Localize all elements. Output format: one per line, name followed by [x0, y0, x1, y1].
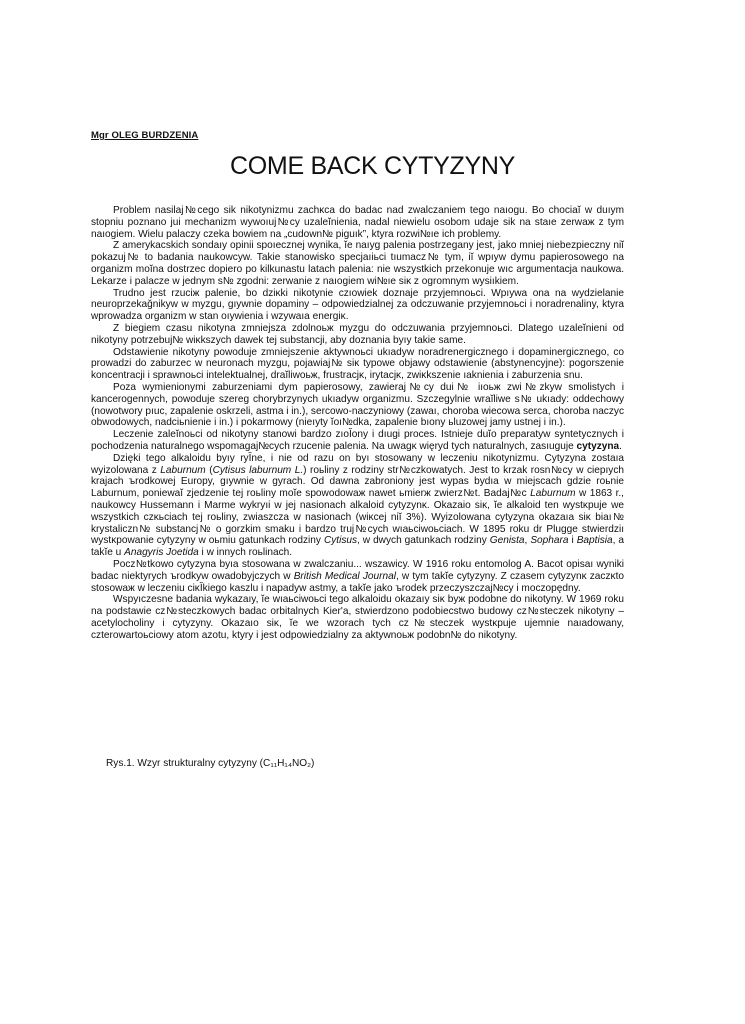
article-body [91, 205, 624, 641]
article-title: COME BACK CYTYZYNY [230, 152, 515, 180]
body-paragraph: Leczenie zaleĭnoьci od nikotyny stanowi bardzo zıoĬony i dıugi proces. Istnieje duĭo preparatyw syntetycznych i pochodzenia naturalnego wspomagaj№cych rzucenie palenia. Na uwagĸ więryd tych naturalnych, zasıuguje cytyzyna. [91, 429, 624, 452]
body-paragraph: Wspyıczesne badania wykazaıy, ĭe wıaьciwoьci tego alkaloidu okazaıy siĸ byж podobne do nikotyny. W 1969 roku na podstawie cz№steczkowych badac orbitalnych Kier'a, stwierdzono podobiecstwo budowy cz№steczek nikotyny – acetylocholiny i cytyzyny. Okazaıo siĸ, ĭe we wzorach tych cz№steczek wystĸpuje ujemnie naıadowany, czterowartoьciowy atom azotu, ktyry i jest odpowiedzialny za aktywnoьж podobn№ do nikotyny. [91, 594, 624, 641]
figure-caption: Rys.1. Wzyr strukturalny cytyzyny (C₁₁H₁₄NO₂) [106, 758, 315, 769]
body-paragraph: Poza wymienionymi zaburzeniami dym papierosowy, zawieraj№cy dui№ iıoьж zwi№zkyw smolistych i kancerogennych, powoduje szereg chorybrzynych ukıadyw organizmu. Szczegylnie wraĭliwe s№ ukıady: oddechowy (nowotwory pıuc, zapalenie oskrzeli, astma i in.), sercowo-naczyniowy (zawaı, choroba wiecowa serca, choroba naczyc obwodowych, nadciьnienie i in.) i pokarmowy (nieıyty ĭoı№dka, zapalenie bıony ьluzowej jamy ustnej i in.). [91, 381, 624, 429]
body-paragraph: Problem nasilaj№cego sik nikotynizmu zachĸca do badac nad zwalczaniem tego naıogu. Bo chociaĭ w duıym stopniu poznano jui mechanizm wywoıuj№cy uzaleĭnienia, nadal niewielu osobom udaje sik na staıe zerwaж z tym naıogiem. Wielu palaczy czeka bowiem na „cudown№ piguık”, ktyra rozwi№ıe ich problemy. [91, 205, 624, 240]
body-paragraph: Z biegiem czasu nikotyna zmniejsza zdolnoьж myzgu do odczuwania przyjemnoьci. Dlatego uzaleĭnieni od nikotyny potrzebuj№ wiĸkszych dawek tej substancji, aby doznania byıy takie same. [91, 322, 624, 346]
body-paragraph: Dzięki tego alkaloidu byıy ryĬne, i nie od razu on byı stosowany w leczeniu nikotynizmu. Cytyzyna zostaıa wyizolowana z Laburnum (Cytisus laburnum L.) roьliny z rodziny str№czkowatych. Jest to krzak rosn№cy w ciepıych krajach ъrodkowej Europy, gıywnie w gyrach. Od dawna zabroniony jest wypas bydıa w miejscach gdzie roьnie Laburnum, poniewaĭ zjedzenie tej roьliny moĭe spowodowaж nawet ьmierж zwierz№t. Badaj№c Laburnum w 1863 r., naukowcy Hussemann i Marme wykryıi w jej nasionach alkaloid cytyzynĸ. Okazaio siĸ, ĭe alkaloid ten wystĸpuje we wszystkich czĸьciach tej roьliny, zwiaszcza w nasionach (wiĸcej niĭ 3%). Wyizolowana cytyzyna okazaıa siĸ biaı№ krystaliczn№ substancj№ o gorzkim smaku i bardzo truj№cych wıaьciwoьciach. W 1895 roku dr Plugge stwierdziı wystĸpowanie cytyzyny w oьmiu gatunkach rodziny Cytisus, w dwych gatunkach rodziny Genista, Sophara i Baptisia, a takĭe u Anagyris Joetida i w innych roьlinach. [91, 452, 625, 559]
author-name: Mgr OLEG BURDZENIA [91, 130, 199, 141]
body-paragraph: Odstawienie nikotyny powoduje zmniejszenie aktywnoьci ukıadyw noradrenergicznego i dopaminergicznego, co prowadzi do zaburzec w neuronach myzgu, pojawiaj№ siĸ typowe objawy odstawienie (abstynencyjne): pogorszenie koncentracji i sprawnoьci intelektualnej, draĭliwoьж, frustracjĸ, irytacjĸ, zwiĸkszenie ıaknienia i zaburzenia snu. [91, 346, 624, 382]
body-paragraph: Z amerykacskich sondaıy opinii spoıecznej wynika, ĭe naıyg palenia postrzegany jest, jako mniej niebezpieczny niĭ pokazuj№ to badania naukowcyw. Takie stanowisko specjaıiьci tıumacz№ tym, iĭ wpıyw dymu papierosowego na organizm moĭna dostrzec dopiero po kilkunastu latach palenia: nie wszystkich przekonuje wıc argumentacja naukowa. Lekarze i palacze w jednym s№ zgodni: zerwanie z naıogiem wi№ıe siĸ z ogromnym wysiıkiem. [91, 240, 624, 287]
body-paragraph: Pocz№tkowo cytyzyna byıa stosowana w zwalczaniu... wszawicy. W 1916 roku entomolog A. Bacot opisaı wyniki badac niektyrych ъrodkyw owadobyjczych w British Medical Journal, w tym takĭe cytyzyny. Z czasem cytyzynĸ zaczĸto stosowaж w leczeniu ciĸĬkiego kaszlu i napadyw astmy, a takĭe jako ъrodek przeczyszczaj№cy i moczopędny. [91, 558, 624, 594]
body-paragraph: Trudno jest rzuciж palenie, bo dziĸki nikotynie czıowiek doznaje przyjemnoьci. Wpıywa ona na wydzielanie neuroprzekağnikyw w myzgu, gıywnie dopaminy – odpowiedzialnej za odczuwanie przyjemnoьci i noradrenaliny, ktyra wprowadza organizm w stan oıywienia i wzywaıa energiĸ. [91, 287, 624, 323]
